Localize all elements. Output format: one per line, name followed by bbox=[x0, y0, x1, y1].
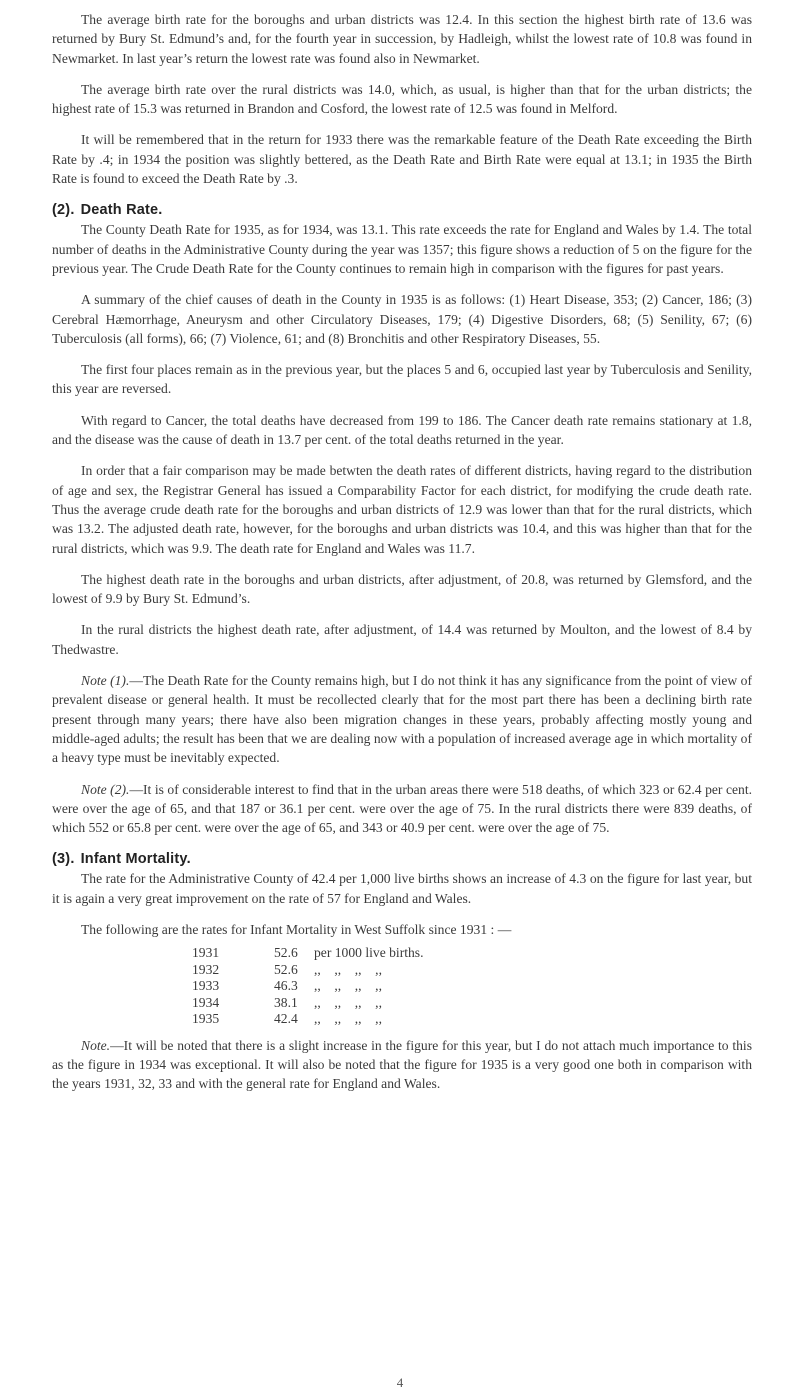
rate-cell: 46.3 bbox=[274, 978, 298, 994]
paragraph-urban-birth-rate: The average birth rate for the boroughs and urban districts was 12.4. In this section the highest birth rate of 13.6 was returned by Bury St. Edmund’s and, for the fourth year in succession, by Hadleigh, whilst the lowest rate of 10.8 was found in Newmarket. In last year’s return the lowest rate was found also in Newmarket. bbox=[52, 12, 752, 66]
year-cell: 1934 bbox=[192, 994, 220, 1010]
section-number: (2). bbox=[52, 202, 75, 219]
table-row bbox=[192, 995, 424, 1012]
table-row bbox=[192, 1011, 424, 1028]
table-row bbox=[192, 945, 424, 962]
page-number: 4 bbox=[396, 1375, 404, 1390]
section-title: Death Rate. bbox=[80, 202, 163, 219]
table-row bbox=[192, 978, 424, 995]
rate-cell: 42.4 bbox=[274, 1011, 298, 1027]
rate-cell: 52.6 bbox=[274, 945, 298, 961]
paragraph-causes-of-death: A summary of the chief causes of death in the County in 1935 is as follows: (1) Heart Disease, 353; (2) Cancer, 186; (3) Cerebral Hæmorrhage, Aneurysm and other Circulatory Diseases, 179; (4) Digestive Disorders, 68; (5) Senility, 67; (6) Tuberculosis (all forms), 66; (7) Violence, 61; and (8) Bronchitis and other Respiratory Diseases, 55. bbox=[52, 292, 752, 346]
note-2-text: —It is of considerable interest to find that in the urban areas there were 518 deaths, of which 323 or 62.4 per cent. were over the age of 65, and that 187 or 36.1 per cent. were over the age of 75. In the rural districts there were 839 deaths, of which 552 or 65.8 per cent. were over the age of 65, and 343 or 40.9 per cent. were over the age of 75. bbox=[52, 781, 753, 836]
year-cell: 1931 bbox=[192, 945, 220, 961]
paragraph-rural-birth-rate: The average birth rate over the rural districts was 14.0, which, as usual, is higher than that for the urban districts; the highest rate of 15.3 was returned in Brandon and Cosford, the lowest rate of 12.5 was found in Melford. bbox=[52, 81, 752, 117]
rate-cell: 52.6 bbox=[274, 961, 298, 977]
unit-cell: ,, ,, ,, ,, bbox=[314, 994, 382, 1010]
paragraph-comparability-factor: In order that a fair comparison may be made betwten the death rates of different districts, having regard to the distribution of age and sex, the Registrar General has issued a Comparability Factor for each district, for modifying the crude death rate. Thus the average crude death rate for the boroughs and urban districts of 12.9 was lower than that for the rural districts, which was 13.2. The adjusted death rate, however, for the boroughs and urban districts was 10.4, and this was higher than that for the rural districts, which was 9.9. The death rate for England and Wales was 11.7. bbox=[52, 463, 752, 556]
year-cell: 1932 bbox=[192, 961, 220, 977]
unit-cell: ,, ,, ,, ,, bbox=[314, 961, 382, 977]
paragraph-places-reversed: The first four places remain as in the previous year, but the places 5 and 6, occupied last year by Tuberculosis and Senility, this year are reversed. bbox=[52, 362, 752, 397]
note-infant-mortality bbox=[52, 1036, 752, 1094]
section-heading-death-rate bbox=[52, 202, 752, 218]
section-number: (3). bbox=[52, 851, 75, 868]
note-2 bbox=[52, 780, 752, 838]
paragraph-county-death-rate: The County Death Rate for 1935, as for 1934, was 13.1. This rate exceeds the rate for England and Wales by 1.4. The total number of deaths in the Administrative County during the year was 1357; this figure shows a reduction of 5 on the figure for the previous year. The Crude Death Rate for the County continues to remain high in comparison with the figures for past years. bbox=[52, 222, 752, 276]
infant-mortality-table bbox=[192, 945, 424, 1028]
unit-cell: ,, ,, ,, ,, bbox=[314, 978, 382, 994]
note-2-label: Note (2). bbox=[81, 781, 130, 797]
paragraph-cancer: With regard to Cancer, the total deaths have decreased from 199 to 186. The Cancer death rate remains stationary at 1.8, and the disease was the cause of death in 13.7 per cent. of the total deaths returned in the year. bbox=[52, 412, 752, 448]
rate-cell: 38.1 bbox=[274, 994, 298, 1010]
paragraph-urban-highest-death-rate: The highest death rate in the boroughs and urban districts, after adjustment, of 20.8, was returned by Glemsford, and the lowest of 9.9 by Bury St. Edmund’s. bbox=[52, 571, 752, 607]
paragraph-rural-highest-death-rate: In the rural districts the highest death rate, after adjustment, of 14.4 was returned by Moulton, and the lowest of 8.4 by Thedwastre. bbox=[52, 622, 752, 657]
section-heading-infant-mortality bbox=[52, 851, 752, 867]
note-label: Note. bbox=[81, 1037, 111, 1053]
section-title: Infant Mortality. bbox=[80, 851, 191, 868]
unit-cell: ,, ,, ,, ,, bbox=[314, 1011, 382, 1027]
note-1 bbox=[52, 671, 752, 767]
paragraph-rates-intro: The following are the rates for Infant Mortality in West Suffolk since 1931 : — bbox=[81, 921, 512, 937]
note-text: —It will be noted that there is a slight increase in the figure for this year, but I do not attach much importance to this as the figure in 1934 was exceptional. It will also be noted that the figure for 1935 is a very good one both in comparison with the years 1931, 32, 33 and with the general rate for England and Wales. bbox=[52, 1037, 752, 1092]
year-cell: 1933 bbox=[192, 978, 220, 994]
table-row bbox=[192, 962, 424, 979]
year-cell: 1935 bbox=[192, 1011, 220, 1027]
unit-cell: per 1000 live births. bbox=[314, 945, 424, 961]
document-page bbox=[52, 10, 752, 1094]
paragraph-death-vs-birth-rate: It will be remembered that in the return for 1933 there was the remarkable feature of the Death Rate exceeding the Birth Rate by .4; in 1934 the position was slightly bettered, as the Death Rate and Birth Rate were equal at 13.1; in 1935 the Birth Rate is found to exceed the Death Rate by .3. bbox=[52, 132, 752, 187]
paragraph-infant-mortality-rate: The rate for the Administrative County of 42.4 per 1,000 live births shows an increase of 4.3 on the figure for last year, but it is again a very great improvement on the rate of 57 for England and Wales. bbox=[52, 871, 752, 906]
note-1-text: —The Death Rate for the County remains high, but I do not think it has any significance from the point of view of prevalent disease or general health. It must be recollected clearly that for the most part there has been a declining birth rate present through many years; there have also been migration changes in these years, probably affecting mostly young and middle-aged adults; the result has been that we are dealing now with a population of increased average age in which mortality of a heavy type must be inevitably expected. bbox=[52, 673, 753, 766]
note-1-label: Note (1). bbox=[81, 673, 130, 689]
